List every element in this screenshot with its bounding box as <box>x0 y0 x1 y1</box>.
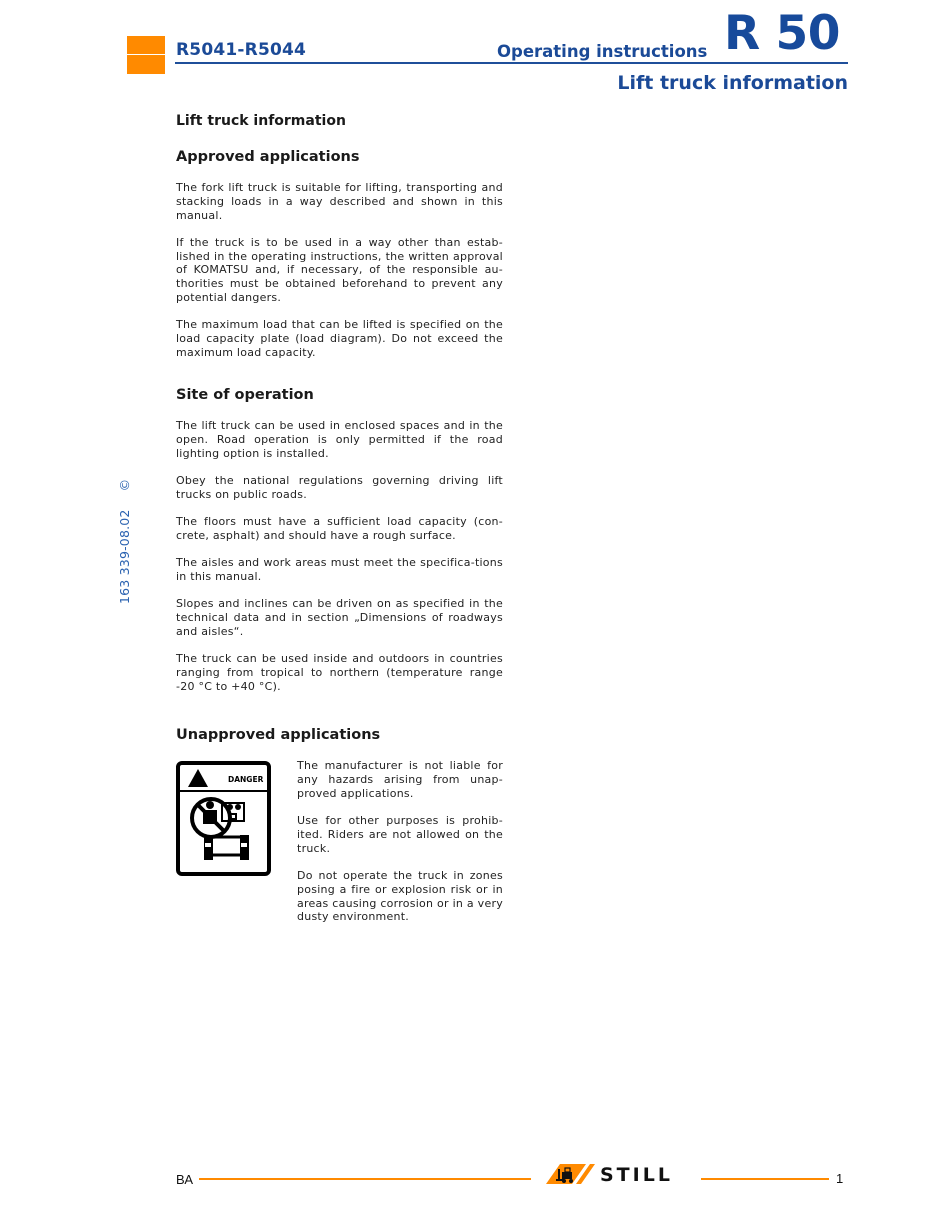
paragraph: Do not operate the truck in zones posing a fire or explosion risk or in areas causing corrosion or in a very dusty environment. <box>297 869 503 924</box>
model-name: R 50 <box>724 6 840 61</box>
page-heading: Lift truck information <box>176 113 346 129</box>
section-approved-applications <box>176 149 503 360</box>
paragraph: If the truck is to be used in a way other than estab-lished in the operating instructions, the written approval of KOMATSU and, if necessary, of the responsible au-thorities must be obtained beforehand to prevent any potential dangers. <box>176 235 503 305</box>
chapter-title: Lift truck information <box>617 72 848 94</box>
paragraph: The maximum load that can be lifted is specified on the load capacity plate (load diagram). Do not exceed the maximum load capacity. <box>176 318 503 359</box>
section-heading: Approved applications <box>176 149 360 165</box>
svg-text:DANGER: DANGER <box>228 775 264 785</box>
document-code-number: 163 339-08.02 <box>117 509 132 604</box>
paragraph: The fork lift truck is suitable for lifting, transporting and stacking loads in a way described and shown in this manual. <box>176 181 503 222</box>
paragraph: The lift truck can be used in enclosed spaces and in the open. Road operation is only permitted if the road lighting option is installed. <box>176 419 503 460</box>
svg-text:STILL: STILL <box>600 1164 673 1185</box>
warning-block <box>176 759 503 937</box>
page-content <box>176 113 503 938</box>
document-code <box>117 479 132 604</box>
still-brand-logo <box>536 1163 698 1185</box>
paragraph: The aisles and work areas must meet the specifica-tions in this manual. <box>176 556 503 584</box>
header-rule <box>175 62 848 64</box>
footer-rule-left <box>199 1178 531 1180</box>
danger-no-riders-icon <box>176 761 271 876</box>
footer-rule-right <box>701 1178 829 1180</box>
page-number: 1 <box>836 1171 844 1186</box>
section-heading: Site of operation <box>176 387 314 404</box>
paragraph: The truck can be used inside and outdoors in countries ranging from tropical to northern (temperature range -20 °C to +40 °C). <box>176 652 503 693</box>
paragraph: Obey the national regulations governing driving lift trucks on public roads. <box>176 474 503 501</box>
paragraph: The floors must have a sufficient load capacity (con-crete, asphalt) and should have a rough surface. <box>176 515 503 543</box>
section-unapproved-applications <box>176 727 503 937</box>
paragraph: Use for other purposes is prohib-ited. Riders are not allowed on the truck. <box>297 814 503 855</box>
paragraph: The manufacturer is not liable for any hazards arising from unap-proved applications. <box>297 759 503 800</box>
copyright-icon: © <box>117 478 132 492</box>
section-site-of-operation <box>176 387 503 693</box>
document-type: Operating instructions <box>497 42 708 61</box>
section-heading: Unapproved applications <box>176 727 381 744</box>
warning-text <box>297 759 503 937</box>
orange-corner-mark <box>127 36 165 74</box>
footer-label: BA <box>176 1172 193 1187</box>
paragraph: Slopes and inclines can be driven on as specified in the technical data and in section „Dimensions of roadways and aisles“. <box>176 597 503 639</box>
forklift-logo-icon <box>546 1164 595 1184</box>
model-range: R5041-R5044 <box>176 40 307 60</box>
